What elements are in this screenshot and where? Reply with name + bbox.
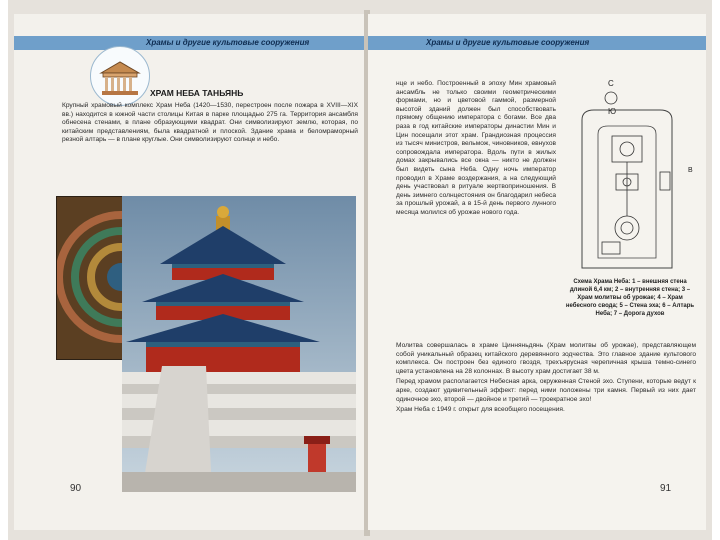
ceiling-detail-photo [56, 196, 124, 360]
left-page [14, 14, 366, 530]
page-number-right: 91 [660, 483, 672, 494]
right-column-paragraph: нце и небо. Построенный в эпоху Мин храмовый ансамбль не только своими геометрическими формами, но и цветовой гаммой, размерной высотой зданий должен был способствовать прямому общению императора с богами. Все два раза в год китайские императоры династии Мин и Цин посещали этот храм. Грандиозная процессия из тысяч министров, вельмож, чиновников, евнухов сопровождала императора. Вдоль пути в жилых домах закрывались все окна — никто не должен был видеть сына Неба. Одну ночь император проводил в Храме воздержания, а на следующий день участвовал в ритуале жертвоприношения. В день зимнего солнцестояния он благодарил небеса за прошлый урожай, а в 15-й день первого лунного месяца молился об урожае нового года. [396, 80, 556, 216]
temple-logo-badge [90, 46, 150, 106]
scheme-caption: Схема Храма Неба: 1 – внешняя стена длиной 6,4 км; 2 – внутренняя стена; 3 – Храм молитвы об урожае; 4 – Храм небесного свода; 5 – Стена эха; 6 – Алтарь Неба; 7 – Дорога духов [565, 279, 695, 317]
svg-text:Ю: Ю [608, 107, 617, 116]
photo-block [56, 196, 356, 492]
book-spread [8, 0, 712, 540]
chapter-title: Храмы и другие культовые сооружения [146, 38, 310, 47]
greek-temple-icon [91, 47, 149, 105]
chapter-title: Храмы и другие культовые сооружения [426, 38, 590, 47]
right-page [368, 14, 706, 530]
temple-plan-scheme [564, 76, 696, 272]
temple-of-heaven-photo [122, 196, 356, 492]
paragraph: Храм Неба с 1949 г. открыт для всеобщего посещения. [396, 406, 565, 414]
intro-paragraph: Крупный храмовый комплекс Храм Неба (1420—1530, перестроен после пожара в XVIII—XIX вв.) находится в южной части столицы Китая в парке площадью 275 га. Территория ансамбля обнесена стенами, в плане образующими квадрат. Они символизируют землю, которая, по китайским представлениям, была квадратной и плоской. Здание храма и беломраморный резной алтарь — в плане круглые. Они символизируют солнце и небо. [62, 102, 358, 144]
page-number-left: 90 [70, 483, 82, 494]
right-bottom-text [396, 342, 696, 415]
svg-text:В: В [688, 167, 693, 174]
paragraph: Молитва совершалась в храме Цинняньдянь (Храм молитвы об урожае), представляющем собой уникальный образец китайского деревянного зодчества. Это главное здание культового комплекса. Он построен без единого гвоздя, трехъярусная черепичная крыша темно-синего цвета установлена на 28 колоннах. В высоту храм достигает 38 м. [396, 342, 696, 375]
section-title: ХРАМ НЕБА ТАНЬЯНЬ [150, 88, 244, 98]
paragraph: Перед храмом располагается Небесная арка, окруженная Стеной эхо. Ступени, которые ведут к арке, создают удивительный эффект: перед ними положены три камня. Первый из них дает одиночное эхо, второй — двойное и третий — троекратное эхо! [396, 378, 696, 403]
svg-text:С: С [608, 79, 614, 88]
